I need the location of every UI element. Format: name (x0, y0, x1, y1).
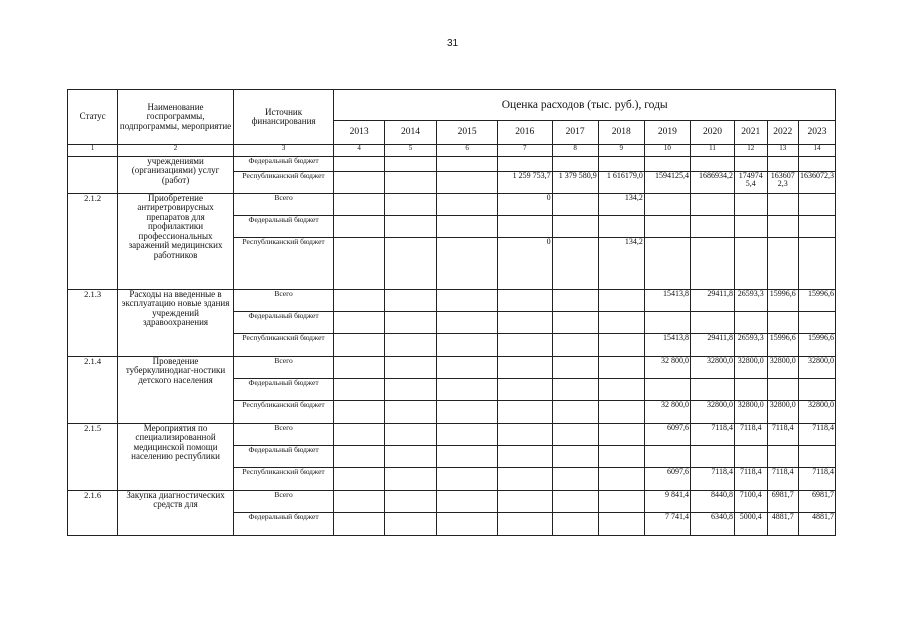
expense-value (598, 513, 644, 536)
expense-value: 6097,6 (644, 424, 690, 446)
expense-value (498, 424, 553, 446)
expense-value (552, 446, 598, 468)
header-estimate: Оценка расходов (тыс. руб.), годы (334, 90, 836, 121)
header-year: 2017 (552, 121, 598, 145)
expense-value (384, 513, 436, 536)
financing-source: Федеральный бюджет (233, 379, 334, 401)
expense-value (799, 216, 836, 238)
financing-source: Республиканский бюджет (233, 401, 334, 424)
table-row (68, 194, 836, 216)
financing-source: Федеральный бюджет (233, 157, 334, 172)
table-row (68, 290, 836, 312)
expense-value (437, 172, 498, 194)
expense-value (552, 290, 598, 312)
header-year: 2023 (799, 121, 836, 145)
expense-value (437, 513, 498, 536)
column-number: 12 (735, 145, 768, 157)
expense-value (437, 424, 498, 446)
column-number: 1 (68, 145, 118, 157)
expense-value (498, 513, 553, 536)
expense-value (384, 357, 436, 379)
expense-value (552, 157, 598, 172)
expense-value (598, 468, 644, 491)
expense-value (644, 446, 690, 468)
expense-value (598, 491, 644, 513)
expense-value: 15413,8 (644, 334, 690, 357)
expense-value (437, 216, 498, 238)
expense-value (552, 334, 598, 357)
column-number: 13 (767, 145, 798, 157)
expense-value (334, 468, 384, 491)
expense-value (334, 491, 384, 513)
row-name: Мероприятия по специализированной медицинской помощи населению республики (118, 424, 233, 491)
expense-value (767, 194, 798, 216)
expense-value (644, 238, 690, 290)
expense-value (384, 401, 436, 424)
expense-value (644, 194, 690, 216)
expense-value (334, 238, 384, 290)
row-status: 2.1.3 (68, 290, 118, 357)
row-name: Закупка диагностических средств для (118, 491, 233, 536)
expense-value (799, 312, 836, 334)
expense-value (735, 446, 768, 468)
expense-value: 8440,8 (690, 491, 734, 513)
expense-value: 32 800,0 (644, 401, 690, 424)
expense-value: 7118,4 (735, 468, 768, 491)
expense-value: 29411,8 (690, 334, 734, 357)
expense-value: 0 (498, 238, 553, 290)
expense-value: 6340,8 (690, 513, 734, 536)
expense-value (384, 334, 436, 357)
row-status (68, 157, 118, 194)
table-row (68, 424, 836, 446)
row-status: 2.1.2 (68, 194, 118, 290)
expense-value (552, 238, 598, 290)
expense-value: 4881,7 (799, 513, 836, 536)
expense-value (552, 401, 598, 424)
expense-value (552, 424, 598, 446)
expense-value: 15996,6 (799, 290, 836, 312)
column-number: 2 (118, 145, 233, 157)
column-number: 9 (598, 145, 644, 157)
expense-value: 7118,4 (799, 424, 836, 446)
expense-value (690, 157, 734, 172)
expense-value (437, 334, 498, 357)
expense-value: 1 259 753,7 (498, 172, 553, 194)
expense-value (334, 290, 384, 312)
table-row (68, 491, 836, 513)
expense-value (437, 401, 498, 424)
expense-value (598, 290, 644, 312)
expense-value: 134,2 (598, 194, 644, 216)
header-name: Наименование госпрограммы, подпрограммы, мероприятие (118, 90, 233, 145)
expense-value (767, 312, 798, 334)
header-year: 2020 (690, 121, 734, 145)
expense-value: 15996,6 (767, 334, 798, 357)
expense-value: 5000,4 (735, 513, 768, 536)
expense-value (767, 446, 798, 468)
expense-value (384, 238, 436, 290)
expense-value (498, 334, 553, 357)
financing-source: Всего (233, 357, 334, 379)
expense-value: 7118,4 (690, 424, 734, 446)
expense-value (334, 446, 384, 468)
expense-value (767, 379, 798, 401)
expense-value (552, 216, 598, 238)
expense-value (690, 216, 734, 238)
expense-value (334, 216, 384, 238)
column-number: 8 (552, 145, 598, 157)
expense-value (552, 194, 598, 216)
row-status: 2.1.5 (68, 424, 118, 491)
expense-value (598, 401, 644, 424)
financing-source: Федеральный бюджет (233, 216, 334, 238)
expense-value (334, 194, 384, 216)
expense-value (437, 468, 498, 491)
expense-value: 32 800,0 (644, 357, 690, 379)
expense-value (735, 312, 768, 334)
header-year: 2015 (437, 121, 498, 145)
expense-value (552, 357, 598, 379)
expense-value (690, 238, 734, 290)
expense-value (384, 157, 436, 172)
expense-value: 4881,7 (767, 513, 798, 536)
expense-value (799, 238, 836, 290)
expense-value (552, 379, 598, 401)
expense-value: 9 841,4 (644, 491, 690, 513)
expense-value (552, 312, 598, 334)
expense-value (735, 379, 768, 401)
expense-value: 0 (498, 194, 553, 216)
financing-source: Федеральный бюджет (233, 446, 334, 468)
expense-value (799, 446, 836, 468)
expense-value (598, 157, 644, 172)
expense-value: 1636072,3 (799, 172, 836, 194)
expense-value (334, 379, 384, 401)
budget-table (67, 89, 836, 536)
expense-value (498, 491, 553, 513)
header-year: 2021 (735, 121, 768, 145)
expense-value (552, 491, 598, 513)
expense-value: 32800,0 (799, 401, 836, 424)
expense-value: 7118,4 (690, 468, 734, 491)
row-status: 2.1.4 (68, 357, 118, 424)
expense-value: 7118,4 (799, 468, 836, 491)
expense-value (384, 194, 436, 216)
expense-value: 6981,7 (799, 491, 836, 513)
expense-value: 6981,7 (767, 491, 798, 513)
header-status: Статус (68, 90, 118, 145)
expense-value: 134,2 (598, 238, 644, 290)
expense-value (598, 334, 644, 357)
page-number: 31 (446, 38, 459, 49)
expense-value (437, 491, 498, 513)
expense-value (384, 216, 436, 238)
expense-value (334, 357, 384, 379)
row-status: 2.1.6 (68, 491, 118, 536)
expense-value (735, 238, 768, 290)
expense-value (767, 157, 798, 172)
expense-value: 1 616179,0 (598, 172, 644, 194)
header-source: Источник финансирования (233, 90, 334, 145)
expense-value (644, 216, 690, 238)
expense-value (384, 379, 436, 401)
financing-source: Республиканский бюджет (233, 334, 334, 357)
expense-value: 26593,3 (735, 334, 768, 357)
column-number: 14 (799, 145, 836, 157)
expense-value: 1 379 580,9 (552, 172, 598, 194)
expense-value (767, 216, 798, 238)
table-row (68, 357, 836, 379)
financing-source: Всего (233, 194, 334, 216)
column-number: 3 (233, 145, 334, 157)
expense-value (799, 379, 836, 401)
column-number: 7 (498, 145, 553, 157)
expense-value (767, 238, 798, 290)
expense-value (598, 312, 644, 334)
expense-value (690, 379, 734, 401)
expense-value (498, 401, 553, 424)
expense-value (498, 468, 553, 491)
header-year: 2018 (598, 121, 644, 145)
expense-value (334, 513, 384, 536)
expense-value: 7 741,4 (644, 513, 690, 536)
expense-value (552, 468, 598, 491)
expense-value (334, 312, 384, 334)
expense-value (598, 216, 644, 238)
expense-value (437, 312, 498, 334)
expense-value (384, 424, 436, 446)
column-number: 6 (437, 145, 498, 157)
header-year: 2013 (334, 121, 384, 145)
expense-value (437, 446, 498, 468)
expense-value (598, 379, 644, 401)
expense-value: 32800,0 (735, 357, 768, 379)
expense-value (437, 290, 498, 312)
expense-value (384, 312, 436, 334)
expense-value (552, 513, 598, 536)
expense-value: 7118,4 (735, 424, 768, 446)
expense-value (384, 290, 436, 312)
expense-value: 6097,6 (644, 468, 690, 491)
financing-source: Республиканский бюджет (233, 238, 334, 290)
expense-value (384, 446, 436, 468)
expense-value: 7100,4 (735, 491, 768, 513)
expense-value (384, 491, 436, 513)
expense-value (498, 312, 553, 334)
expense-value: 29411,8 (690, 290, 734, 312)
expense-value (437, 157, 498, 172)
column-number: 11 (690, 145, 734, 157)
column-number: 10 (644, 145, 690, 157)
expense-value (799, 194, 836, 216)
expense-value (735, 216, 768, 238)
expense-value (334, 157, 384, 172)
expense-value (498, 216, 553, 238)
row-name: учреждениями (организациями) услуг (работ) (118, 157, 233, 194)
column-number: 4 (334, 145, 384, 157)
expense-value (690, 194, 734, 216)
expense-value: 15996,6 (799, 334, 836, 357)
expense-value (498, 157, 553, 172)
expense-value: 26593,3 (735, 290, 768, 312)
expense-value (437, 379, 498, 401)
expense-value: 15996,6 (767, 290, 798, 312)
expense-value: 32800,0 (767, 357, 798, 379)
expense-value (437, 357, 498, 379)
expense-value (334, 172, 384, 194)
expense-value: 7118,4 (767, 424, 798, 446)
financing-source: Федеральный бюджет (233, 513, 334, 536)
expense-value (498, 290, 553, 312)
financing-source: Всего (233, 290, 334, 312)
expense-value (498, 379, 553, 401)
expense-value (334, 334, 384, 357)
expense-value (598, 424, 644, 446)
expense-value (498, 446, 553, 468)
expense-value: 32800,0 (690, 401, 734, 424)
expense-value: 1636072,3 (767, 172, 798, 194)
table-row (68, 157, 836, 172)
financing-source: Всего (233, 424, 334, 446)
row-name: Приобретение антиретровирусных препаратов для профилактики профессиональных заражений медицинских работников (118, 194, 233, 290)
financing-source: Федеральный бюджет (233, 312, 334, 334)
expense-value (498, 357, 553, 379)
row-name: Расходы на введенные в эксплуатацию новые здания учреждений здравоохранения (118, 290, 233, 357)
expense-value: 1749745,4 (735, 172, 768, 194)
header-year: 2014 (384, 121, 436, 145)
header-year: 2022 (767, 121, 798, 145)
expense-value (384, 468, 436, 491)
expense-value: 1594125,4 (644, 172, 690, 194)
expense-value (799, 157, 836, 172)
header-year: 2016 (498, 121, 553, 145)
expense-value: 32800,0 (735, 401, 768, 424)
expense-value (644, 312, 690, 334)
expense-value (384, 172, 436, 194)
expense-value (598, 357, 644, 379)
expense-value (437, 194, 498, 216)
expense-value (598, 446, 644, 468)
expense-value (644, 379, 690, 401)
expense-value: 32800,0 (690, 357, 734, 379)
row-name: Проведение туберкулинодиаг-ностики детского населения (118, 357, 233, 424)
expense-value: 7118,4 (767, 468, 798, 491)
financing-source: Всего (233, 491, 334, 513)
expense-value (334, 424, 384, 446)
expense-value (690, 446, 734, 468)
expense-value (735, 157, 768, 172)
expense-value (690, 312, 734, 334)
expense-value: 15413,8 (644, 290, 690, 312)
financing-source: Республиканский бюджет (233, 172, 334, 194)
expense-value (735, 194, 768, 216)
expense-value: 1686934,2 (690, 172, 734, 194)
expense-value (644, 157, 690, 172)
expense-value (334, 401, 384, 424)
column-number: 5 (384, 145, 436, 157)
header-year: 2019 (644, 121, 690, 145)
expense-value: 32800,0 (799, 357, 836, 379)
financing-source: Республиканский бюджет (233, 468, 334, 491)
expense-value (437, 238, 498, 290)
expense-value: 32800,0 (767, 401, 798, 424)
